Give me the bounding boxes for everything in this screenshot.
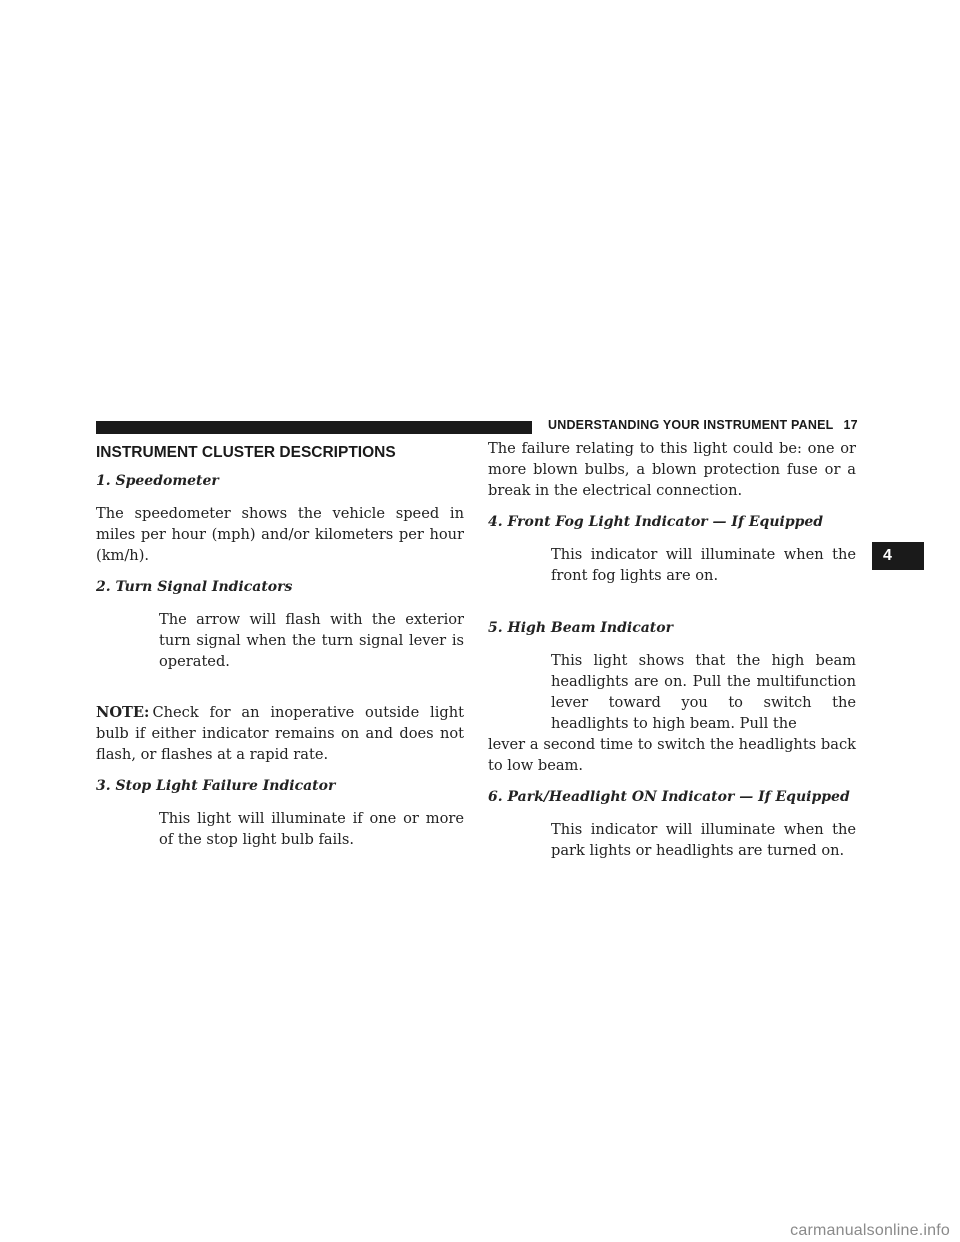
- right-column: [488, 438, 856, 872]
- note-label: NOTE:: [96, 704, 150, 721]
- note-paragraph: [96, 702, 464, 765]
- failure-text: The failure relating to this light could be: one or more blown bulbs, a blown protection fuse or a break in the electrical connection.: [488, 440, 856, 499]
- fog-light-text: This indicator will illuminate when the front fog lights are on.: [551, 546, 856, 584]
- chapter-tab: 4: [872, 542, 924, 570]
- left-column: [96, 438, 464, 861]
- section-title: INSTRUMENT CLUSTER DESCRIPTIONS: [96, 444, 396, 461]
- running-header: [548, 418, 858, 432]
- header-title: UNDERSTANDING YOUR INSTRUMENT PANEL: [548, 418, 834, 432]
- stop-light-text: This light will illuminate if one or more of the stop light bulb fails.: [159, 810, 464, 848]
- high-beam-text-indented: This light shows that the high beam headlights are on. Pull the multifunction lever toward you to switch the headlights to high beam. Pull the: [551, 652, 856, 732]
- park-headlight-text: This indicator will illuminate when the park lights or headlights are turned on.: [551, 821, 856, 859]
- stop-light-heading: 3. Stop Light Failure Indicator: [96, 778, 336, 794]
- turn-signal-heading: 2. Turn Signal Indicators: [96, 579, 293, 595]
- header-rule: [96, 421, 532, 434]
- high-beam-heading: 5. High Beam Indicator: [488, 620, 673, 636]
- speedometer-text: The speedometer shows the vehicle speed in miles per hour (mph) and/or kilometers per hour (km/h).: [96, 505, 464, 564]
- speedometer-heading: 1. Speedometer: [96, 473, 219, 489]
- high-beam-body: [488, 650, 856, 776]
- page-number: 17: [843, 418, 858, 432]
- note-text: Check for an inoperative outside light bulb if either indicator remains on and does not flash, or flashes at a rapid rate.: [96, 704, 464, 763]
- watermark-link[interactable]: carmanualsonline.info: [790, 1222, 950, 1239]
- high-beam-text-full: lever a second time to switch the headlights back to low beam.: [488, 736, 856, 774]
- park-headlight-heading: 6. Park/Headlight ON Indicator — If Equipped: [488, 789, 850, 805]
- fog-light-heading: 4. Front Fog Light Indicator — If Equipped: [488, 514, 824, 530]
- turn-signal-text: The arrow will flash with the exterior turn signal when the turn signal lever is operated.: [159, 611, 464, 670]
